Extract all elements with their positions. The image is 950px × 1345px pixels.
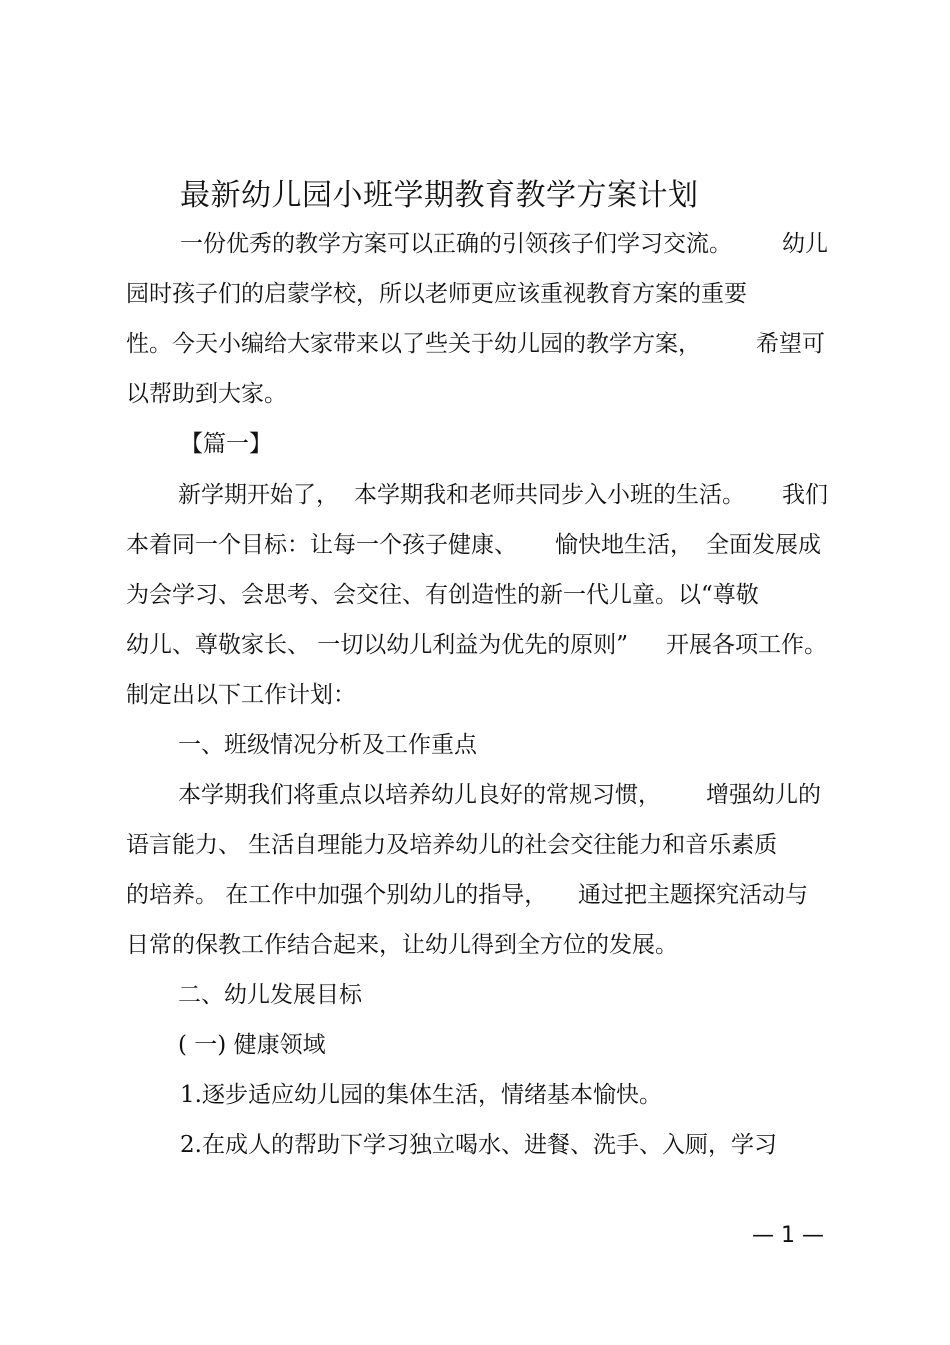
page-number: — 1 — — [752, 1223, 824, 1248]
para1-line-3 — [0, 577, 950, 613]
list-item-text: 2.在成人的帮助下学习独立喝水、进餐、洗手、入厕，学习 — [180, 1132, 777, 1158]
para1-text: 幼儿、尊敬家长、 一切以幼儿利益为优先的原则” — [126, 632, 629, 658]
para1-line-4 — [0, 627, 950, 663]
section-heading-1 — [0, 727, 950, 763]
para2-line-2 — [0, 827, 950, 863]
list-item — [0, 1127, 950, 1163]
para1-text: 本学期我和老师共同步入小班的生活。 — [354, 482, 745, 508]
para2-line-3 — [0, 877, 950, 913]
section-label — [0, 426, 950, 462]
para1-line-2 — [0, 527, 950, 563]
para1-text: 为会学习、会思考、会交往、有创造性的新一代儿童。以“尊敬 — [126, 582, 759, 608]
intro-line-1 — [0, 226, 950, 262]
para2-text: 语言能力、 生活自理能力及培养幼儿的社会交往能力和音乐素质 — [126, 832, 778, 858]
intro-line-4 — [0, 376, 950, 412]
heading-text: 二、幼儿发展目标 — [178, 982, 362, 1008]
para1-text: 愉快地生活， — [555, 532, 693, 558]
section-label-text: 【篇一】 — [180, 431, 272, 457]
para1-text: 本着同一个目标：让每一个孩子健康、 — [126, 532, 517, 558]
intro-line-2 — [0, 276, 950, 312]
para1-text: 我们 — [782, 482, 828, 508]
section-heading-2 — [0, 977, 950, 1013]
para1-line-1 — [0, 477, 950, 513]
para2-text: 日常的保教工作结合起来，让幼儿得到全方位的发展。 — [126, 932, 678, 958]
heading-text: 一、班级情况分析及工作重点 — [178, 732, 477, 758]
para1-line-5 — [0, 677, 950, 713]
subheading-text: ( 一) 健康领域 — [178, 1032, 326, 1058]
intro-text: 希望可 — [756, 331, 825, 357]
intro-line-3 — [0, 326, 950, 362]
para1-text: 全面发展成 — [706, 532, 821, 558]
list-item — [0, 1077, 950, 1113]
para1-text: 开展各项工作。 — [666, 632, 827, 658]
para2-text: 的培养。 在工作中加强个别幼儿的指导， — [126, 882, 548, 908]
list-item-text: 1.逐步适应幼儿园的集体生活，情绪基本愉快。 — [180, 1082, 662, 1108]
intro-text: 一份优秀的教学方案可以正确的引领孩子们学习交流。 — [180, 231, 732, 257]
intro-text: 园时孩子们的启蒙学校，所以老师更应该重视教育方案的重要 — [126, 281, 747, 307]
para2-text: 本学期我们将重点以培养幼儿良好的常规习惯， — [178, 782, 661, 808]
para2-line-4 — [0, 927, 950, 963]
para1-text: 新学期开始了， — [178, 482, 339, 508]
para2-text: 增强幼儿的 — [706, 782, 821, 808]
para2-line-1 — [0, 777, 950, 813]
intro-text: 性。今天小编给大家带来以了些关于幼儿园的教学方案， — [126, 331, 701, 357]
para1-text: 制定出以下工作计划： — [126, 682, 356, 708]
document-title: 最新幼儿园小班学期教育教学方案计划 — [180, 178, 699, 213]
intro-text: 以帮助到大家。 — [126, 381, 287, 407]
subheading — [0, 1027, 950, 1063]
intro-text: 幼儿 — [782, 231, 828, 257]
para2-text: 通过把主题探究活动与 — [578, 882, 808, 908]
